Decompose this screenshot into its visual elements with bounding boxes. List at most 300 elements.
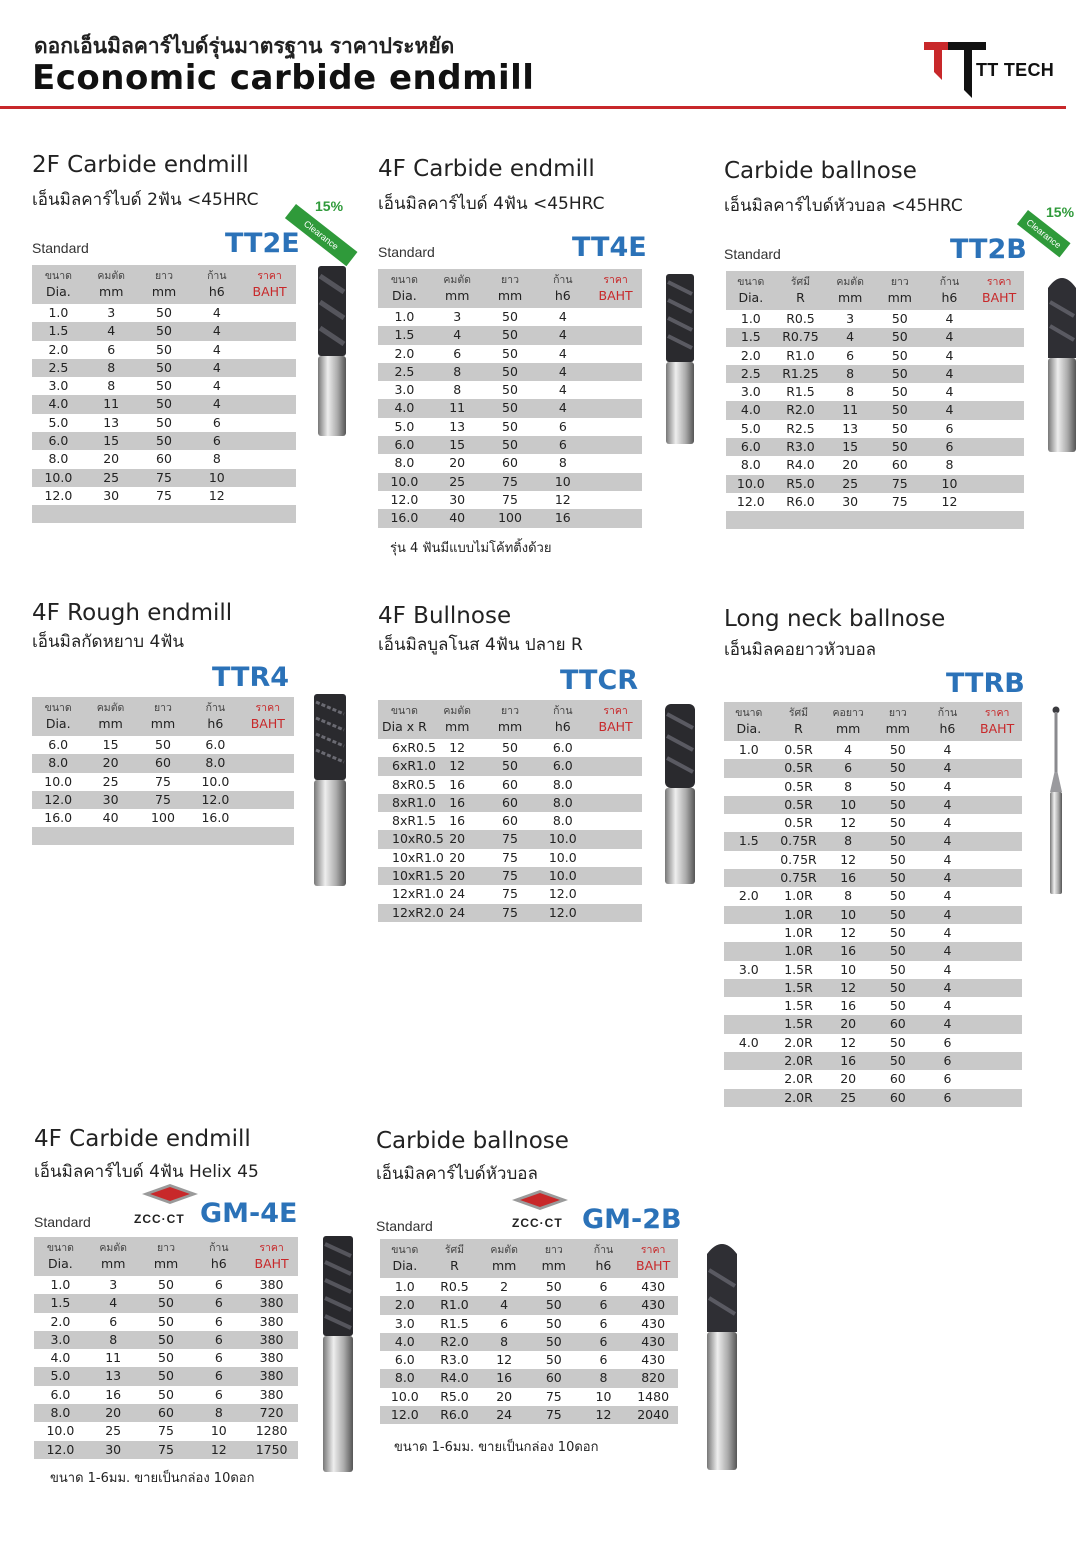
section-subtitle: เอ็นมิลกัดหยาบ 4ฟัน — [32, 632, 184, 652]
table-cell: R1.0 — [430, 1296, 480, 1314]
endmill-4f-tool-icon — [660, 270, 700, 446]
column-header-unit: mm — [101, 1256, 126, 1271]
table-cell: R0.5 — [786, 311, 815, 326]
table-row — [34, 1331, 298, 1349]
table-cell: 50 — [140, 1331, 193, 1349]
table-cell: 4 — [844, 742, 853, 757]
table-cell: 5.0 — [394, 418, 415, 434]
table-cell: 12 — [840, 815, 857, 831]
column-header — [32, 697, 84, 736]
table-cell: 20 — [84, 754, 136, 772]
column-header-unit: mm — [887, 290, 912, 305]
table-header-row — [726, 271, 1024, 310]
table-header-row — [378, 700, 642, 739]
section-subtitle: เอ็นมิลคาร์ไบด์หัวบอล — [376, 1164, 538, 1184]
gm-2b-ballnose-tool-icon — [702, 1236, 742, 1472]
column-header-thai: ก้าน — [205, 702, 226, 714]
column-header — [923, 702, 973, 741]
endmill-2f-tool-icon — [312, 262, 352, 438]
table-cell — [972, 796, 1022, 814]
clearance-badge — [1018, 202, 1078, 262]
table-cell: 50 — [873, 796, 923, 814]
table-cell: 1.5 — [32, 322, 85, 340]
table-cell: 4.0 — [726, 401, 776, 419]
table-cell: 75 — [529, 1406, 579, 1424]
table-cell: 15 — [102, 737, 119, 752]
table-cell: 60 — [502, 813, 518, 829]
table-cell: R6.0 — [430, 1406, 480, 1424]
table-cell: 4.0 — [738, 1034, 759, 1050]
table-row — [724, 832, 1022, 850]
spec-table-tt4e — [378, 269, 642, 528]
table-row — [724, 1070, 1022, 1088]
table-cell — [724, 814, 774, 832]
table-cell: 12.0 — [390, 491, 419, 507]
column-header-thai: ราคา — [984, 707, 1010, 719]
column-header-unit: BAHT — [252, 284, 287, 299]
table-cell: 430 — [641, 1352, 666, 1368]
table-cell: 50 — [891, 384, 908, 400]
table-cell: 4 — [558, 382, 567, 398]
table-cell: 10.0 — [46, 1423, 75, 1439]
table-cell: 30 — [84, 791, 136, 809]
column-header-unit: mm — [153, 1256, 179, 1271]
table-cell: 10.0 — [548, 849, 577, 865]
table-cell: 430 — [641, 1315, 666, 1331]
column-header — [823, 702, 873, 741]
table-row — [32, 395, 296, 413]
table-cell: 8.0 — [394, 455, 415, 471]
table-cell: 75 — [484, 867, 537, 885]
table-cell: R1.0 — [786, 347, 815, 363]
table-cell — [589, 885, 642, 903]
column-header — [243, 265, 296, 304]
table-cell: 100 — [151, 810, 175, 826]
table-row — [34, 1441, 298, 1459]
table-cell — [724, 1052, 774, 1070]
table-cell: 20 — [87, 1404, 140, 1422]
zcc-ct-logo-icon — [140, 1184, 200, 1204]
column-header-unit: mm — [885, 721, 910, 736]
table-cell: 10xR0.5 — [378, 830, 431, 848]
table-cell: 8 — [823, 832, 873, 850]
table-cell: R0.75 — [776, 328, 826, 346]
table-cell: 2.0 — [50, 1313, 71, 1329]
table-cell: 16 — [449, 776, 466, 792]
table-cell: 2.5 — [378, 363, 431, 381]
spec-table-ttr4 — [32, 697, 294, 845]
table-cell: 50 — [140, 1367, 193, 1385]
table-cell: 8 — [844, 888, 853, 904]
table-cell: 50 — [502, 309, 518, 324]
table-cell: 1.0 — [394, 1279, 415, 1294]
table-cell — [972, 778, 1022, 796]
table-cell: 6.0 — [48, 737, 69, 752]
column-header — [536, 269, 589, 308]
table-cell: 50 — [891, 347, 908, 363]
column-header-unit: Dia. — [45, 716, 71, 731]
column-header-thai: คมตัด — [443, 274, 471, 286]
table-cell: 4 — [923, 796, 973, 814]
column-header-thai: ยาว — [154, 702, 172, 714]
table-cell: 50 — [138, 359, 191, 377]
ballnose-tool-icon — [1044, 268, 1080, 454]
table-row — [32, 341, 296, 359]
table-cell: 12 — [496, 1352, 513, 1368]
table-header-row — [378, 269, 642, 308]
table-cell: 4 — [925, 401, 975, 419]
table-cell: 12xR1.0 — [392, 886, 444, 902]
table-cell: 0.5R — [784, 778, 813, 794]
table-cell: 380 — [259, 1386, 284, 1402]
table-cell: 8 — [453, 382, 462, 398]
table-cell: 25 — [825, 475, 875, 493]
table-cell: 50 — [155, 737, 171, 752]
column-header — [189, 697, 241, 736]
column-header-thai: คอยาว — [832, 707, 864, 719]
table-cell — [724, 1015, 774, 1033]
footnote: รุ่น 4 ฟันมีแบบไม่โค้ทติ้งด้วย — [390, 541, 552, 556]
table-cell: 0.5R — [774, 759, 824, 777]
column-header-thai: คมตัด — [97, 270, 125, 282]
table-cell: 25 — [85, 469, 138, 487]
table-cell: 50 — [156, 414, 172, 430]
table-row — [378, 491, 642, 509]
column-header-unit: BAHT — [254, 1256, 289, 1271]
column-header-unit: BAHT — [636, 1258, 671, 1273]
table-cell: 8 — [579, 1369, 629, 1387]
table-cell: 6 — [579, 1333, 629, 1351]
table-cell: 1.5 — [34, 1294, 87, 1312]
column-header — [825, 271, 875, 310]
table-cell: 4 — [923, 869, 973, 887]
table-cell: 6 — [599, 1315, 608, 1331]
table-cell: 4.0 — [50, 1350, 71, 1366]
table-cell: 20 — [449, 455, 466, 471]
table-cell: 4 — [558, 309, 567, 324]
column-header-thai: รัศมี — [444, 1244, 465, 1256]
table-cell: 75 — [484, 830, 537, 848]
table-cell: 4 — [943, 888, 952, 904]
section-title: 2F Carbide endmill — [32, 152, 249, 178]
table-cell: 8.0 — [536, 794, 589, 812]
table-cell: 8 — [212, 451, 221, 467]
table-cell: 1.5R — [774, 1015, 824, 1033]
table-row — [726, 347, 1024, 365]
table-cell: 430 — [628, 1333, 678, 1351]
table-row — [34, 1386, 298, 1404]
column-header-thai: คมตัด — [490, 1244, 518, 1256]
discount-percent: 15% — [315, 198, 344, 214]
table-cell: 50 — [889, 961, 906, 977]
standard-label: Standard — [32, 240, 89, 256]
table-cell: 30 — [449, 491, 466, 507]
table-cell: 380 — [245, 1331, 298, 1349]
table-row — [378, 867, 642, 885]
table-cell: 50 — [156, 341, 172, 357]
table-cell: 4 — [923, 979, 973, 997]
table-cell: 1.0R — [774, 906, 824, 924]
table-cell: 50 — [484, 399, 537, 417]
table-cell: 8 — [825, 365, 875, 383]
table-row — [724, 924, 1022, 942]
table-cell: 380 — [259, 1277, 284, 1292]
table-row — [32, 773, 294, 791]
column-header-unit: Dia. — [738, 290, 764, 305]
table-row — [32, 487, 296, 505]
table-cell — [974, 420, 1024, 438]
table-cell: 2.0 — [48, 341, 69, 357]
table-row — [724, 1052, 1022, 1070]
table-cell: 2 — [500, 1279, 509, 1294]
table-cell: 60 — [484, 794, 537, 812]
table-cell: 50 — [158, 1350, 174, 1366]
table-footer-bar — [32, 505, 296, 523]
clearance-tag: Clearance — [285, 204, 358, 266]
column-header-thai: ก้าน — [939, 276, 960, 288]
table-cell — [972, 997, 1022, 1015]
table-row — [726, 365, 1024, 383]
column-header-unit: mm — [835, 721, 861, 736]
table-cell: 2.5 — [726, 365, 776, 383]
product-code: TT2B — [950, 234, 1027, 265]
table-cell: R6.0 — [786, 493, 815, 509]
table-header-row — [34, 1237, 298, 1276]
section-subtitle: เอ็นมิลคาร์ไบด์ 4ฟัน <45HRC — [378, 194, 605, 214]
standard-label: Standard — [724, 246, 781, 262]
table-cell: 6 — [925, 438, 975, 456]
table-cell: 13 — [449, 418, 466, 434]
table-cell: 60 — [889, 1071, 906, 1087]
table-cell: 1.0 — [740, 311, 761, 326]
table-cell: 6 — [453, 345, 462, 361]
table-row — [378, 812, 642, 830]
column-header-thai: ยาว — [544, 1244, 563, 1256]
table-cell: 4 — [558, 345, 567, 361]
column-header-thai: ราคา — [603, 274, 628, 286]
table-cell: 8 — [479, 1333, 529, 1351]
table-row — [726, 475, 1024, 493]
table-cell: 20 — [103, 451, 120, 467]
table-cell: 10.0 — [536, 867, 589, 885]
column-header-unit: h6 — [208, 284, 225, 299]
table-cell: 0.5R — [784, 742, 813, 757]
column-header — [925, 271, 975, 310]
table-cell: 60 — [891, 457, 908, 473]
table-cell: 2.0 — [740, 347, 761, 363]
table-cell: 6xR1.0 — [378, 757, 431, 775]
table-cell: 50 — [889, 778, 906, 794]
column-header-thai: ก้าน — [209, 1242, 229, 1254]
table-cell: 50 — [873, 979, 923, 997]
column-header-unit: mm — [541, 1258, 566, 1273]
table-cell: 12 — [449, 740, 466, 755]
table-cell: 1.5 — [726, 328, 776, 346]
section-subtitle: เอ็นมิลคาร์ไบด์ 2ฟัน <45HRC — [32, 190, 259, 210]
table-cell — [589, 509, 642, 527]
table-cell: 12 — [840, 924, 857, 940]
table-row — [378, 739, 642, 757]
table-cell: 50 — [529, 1333, 579, 1351]
table-footer-bar — [726, 511, 1024, 529]
table-cell: 4 — [212, 341, 221, 357]
table-cell: 13 — [87, 1367, 140, 1385]
column-header-thai: ขนาด — [735, 707, 763, 719]
table-cell — [589, 308, 642, 326]
table-row — [726, 420, 1024, 438]
table-cell: 1.5 — [378, 326, 431, 344]
table-cell — [589, 867, 642, 885]
table-cell: 4 — [923, 942, 973, 960]
table-cell: 10 — [210, 1423, 227, 1439]
column-header-unit: mm — [98, 716, 123, 731]
table-cell: 6 — [107, 341, 116, 357]
table-cell: 16 — [431, 794, 484, 812]
table-cell — [242, 754, 294, 772]
table-row — [32, 414, 296, 432]
table-cell: 50 — [891, 420, 908, 436]
table-cell: 30 — [842, 493, 859, 509]
column-header-unit: mm — [445, 719, 470, 734]
table-cell: 75 — [484, 904, 537, 922]
table-cell: 12.0 — [44, 487, 73, 503]
table-row — [726, 310, 1024, 328]
table-cell: 16 — [536, 509, 589, 527]
section-title: Carbide ballnose — [724, 158, 917, 184]
table-cell: R2.0 — [776, 401, 826, 419]
column-header-thai: ราคา — [257, 270, 282, 282]
table-cell: 50 — [873, 832, 923, 850]
table-cell: 16 — [479, 1369, 529, 1387]
table-row — [378, 454, 642, 472]
table-cell: 30 — [103, 487, 120, 503]
bullnose-tool-icon — [660, 700, 700, 886]
column-header-thai: ก้าน — [553, 705, 573, 717]
table-cell: 100 — [484, 509, 537, 527]
table-cell: 40 — [431, 509, 484, 527]
table-cell: 60 — [156, 451, 172, 467]
column-header-unit: R — [796, 290, 805, 305]
table-row — [380, 1406, 678, 1424]
table-cell: 6 — [190, 432, 243, 450]
column-header-thai: ขนาด — [44, 702, 72, 714]
section-subtitle: เอ็นมิลคาร์ไบด์ 4ฟัน Helix 45 — [34, 1162, 259, 1182]
table-cell — [972, 924, 1022, 942]
table-cell: 8 — [431, 363, 484, 381]
table-cell: 16 — [823, 942, 873, 960]
table-cell: 50 — [156, 378, 172, 394]
column-header — [589, 700, 642, 739]
column-header — [724, 702, 774, 741]
table-cell: 10.0 — [390, 1388, 419, 1404]
table-row — [726, 493, 1024, 511]
table-cell: 12.0 — [380, 1406, 430, 1424]
table-row — [378, 308, 642, 326]
table-cell: 50 — [484, 326, 537, 344]
section-subtitle: เอ็นมิลคอยาวหัวบอล — [724, 640, 877, 660]
column-header-thai: ราคา — [259, 1242, 284, 1254]
product-code: TTRB — [946, 668, 1025, 699]
table-cell: 75 — [155, 773, 171, 789]
table-cell: 6 — [192, 1294, 245, 1312]
table-cell — [972, 832, 1022, 850]
table-row — [378, 830, 642, 848]
table-cell: 5.0 — [48, 414, 69, 430]
table-cell: 75 — [484, 473, 537, 491]
table-cell: 6xR0.5 — [392, 740, 436, 755]
table-row — [32, 809, 294, 827]
table-cell: 75 — [137, 791, 189, 809]
table-cell: 24 — [479, 1406, 529, 1424]
table-row — [726, 328, 1024, 346]
table-cell: R5.0 — [776, 475, 826, 493]
table-cell — [589, 904, 642, 922]
column-header — [138, 265, 191, 304]
table-cell: 8 — [107, 378, 116, 394]
column-header-unit: h6 — [207, 716, 224, 731]
column-header-unit: R — [450, 1258, 459, 1273]
table-cell: 12 — [823, 979, 873, 997]
table-cell: 50 — [138, 395, 191, 413]
table-row — [378, 399, 642, 417]
table-cell: 50 — [889, 742, 906, 757]
gm-4e-endmill-tool-icon — [318, 1234, 358, 1474]
table-cell — [972, 961, 1022, 979]
table-cell — [243, 341, 296, 359]
table-cell — [243, 359, 296, 377]
table-cell: 4 — [923, 1015, 973, 1033]
table-cell: 6 — [500, 1315, 509, 1331]
table-cell: 50 — [484, 363, 537, 381]
table-cell: 8.0 — [48, 451, 69, 467]
section-title: 4F Bullnose — [378, 603, 512, 629]
brand-text: ZCC·CT — [512, 1216, 563, 1230]
table-row — [724, 741, 1022, 759]
table-cell: 60 — [502, 776, 518, 792]
table-cell: 20 — [842, 457, 859, 473]
footnote: ขนาด 1-6มม. ขายเป็นกล่อง 10ดอก — [50, 1471, 255, 1486]
table-cell: 20 — [496, 1388, 513, 1404]
table-cell: 50 — [889, 924, 906, 940]
table-cell: 6 — [214, 1277, 223, 1292]
table-cell: 75 — [502, 886, 518, 902]
table-cell: 13 — [842, 420, 859, 436]
table-cell: 24 — [431, 904, 484, 922]
table-cell: 8.0 — [552, 776, 573, 792]
table-cell: 8 — [558, 455, 567, 471]
table-cell: 12xR2.0 — [378, 904, 431, 922]
table-cell — [972, 887, 1022, 905]
column-header-unit: BAHT — [982, 290, 1017, 305]
table-cell: 3.0 — [738, 961, 759, 977]
table-cell: 4 — [87, 1294, 140, 1312]
table-cell: 25 — [431, 473, 484, 491]
table-cell: 4.0 — [32, 395, 85, 413]
table-cell: R4.0 — [430, 1369, 480, 1387]
section-title: Long neck ballnose — [724, 606, 946, 632]
table-cell: 30 — [87, 1441, 140, 1459]
table-cell — [972, 1015, 1022, 1033]
table-cell: 0.5R — [774, 796, 824, 814]
table-cell: 50 — [158, 1386, 174, 1402]
spec-table-gm2b — [380, 1239, 678, 1424]
table-cell: 50 — [875, 438, 925, 456]
discount-percent: 15% — [1046, 204, 1075, 220]
column-header-unit: BAHT — [250, 716, 285, 731]
table-cell: 16 — [840, 998, 857, 1014]
column-header — [628, 1239, 678, 1278]
table-cell: 50 — [873, 906, 923, 924]
